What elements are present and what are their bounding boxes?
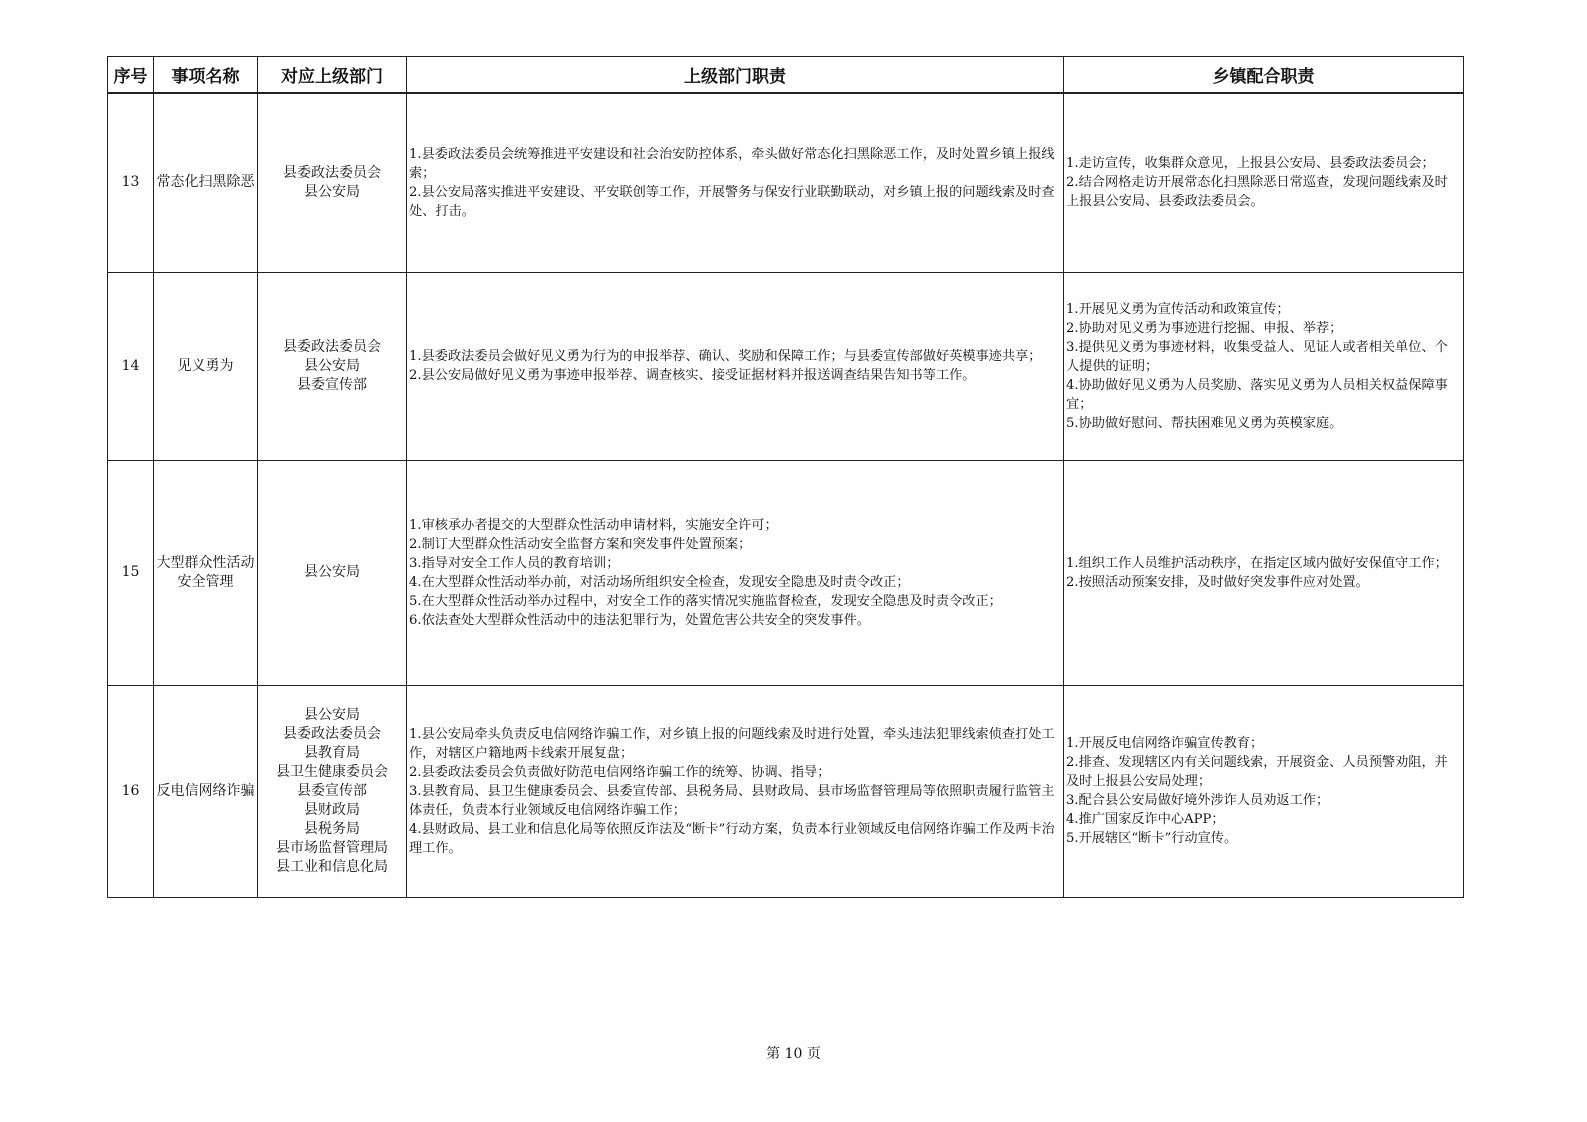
duty-item: 1.走访宣传，收集群众意见，上报县公安局、县委政法委员会； [1066, 156, 1435, 172]
department-name: 县公安局 [304, 183, 360, 200]
department-cell [258, 685, 407, 897]
town-duty-cell [1064, 93, 1464, 272]
table-row [108, 93, 1464, 272]
town-duty-cell [1064, 460, 1464, 685]
page-footer: 第 10 页 [766, 1046, 821, 1062]
department-cell [258, 93, 407, 272]
duty-item: 4.县财政局、县工业和信息化局等依照反诈法及“断卡”行动方案，负责本行业领域反电信网络诈骗工作及两卡治理工作。 [409, 821, 1055, 856]
town-duty-cell [1064, 685, 1464, 897]
department-name: 县公安局 [304, 706, 360, 723]
duty-item: 3.提供见义勇为事迹材料，收集受益人、见证人或者相关单位、个人提供的证明； [1066, 339, 1448, 374]
upper-duty-cell [407, 460, 1064, 685]
department-name: 县教育局 [304, 744, 360, 761]
duty-item: 2.制订大型群众性活动安全监督方案和突发事件处置预案； [409, 536, 752, 552]
item-name: 反电信网络诈骗 [154, 685, 258, 897]
duty-item: 2.按照活动预案安排，及时做好突发事件应对处置。 [1066, 574, 1369, 590]
upper-duty-cell [407, 93, 1064, 272]
responsibility-table [107, 56, 1464, 898]
row-number: 16 [108, 685, 154, 897]
row-number: 13 [108, 93, 154, 272]
duty-item: 1.县委政法委员会统筹推进平安建设和社会治安防控体系，牵头做好常态化扫黑除恶工作，及时处置乡镇上报线索； [409, 146, 1055, 181]
table-row [108, 685, 1464, 897]
table-row [108, 272, 1464, 460]
row-number: 14 [108, 272, 154, 460]
duty-item: 5.在大型群众性活动举办过程中，对安全工作的落实情况实施监督检查，发现安全隐患及时责令改正； [409, 593, 1002, 609]
department-name: 县委政法委员会 [283, 338, 381, 355]
duty-item: 2.县委政法委员会负责做好防范电信网络诈骗工作的统筹、协调、指导； [409, 764, 831, 780]
department-name: 县委宣传部 [297, 376, 367, 393]
table-row [108, 460, 1464, 685]
department-name: 县委政法委员会 [283, 164, 381, 181]
upper-duty-cell [407, 685, 1064, 897]
header-dept: 对应上级部门 [258, 57, 407, 94]
department-cell [258, 460, 407, 685]
duty-item: 3.配合县公安局做好境外涉诈人员劝返工作； [1066, 793, 1330, 808]
duty-item: 1.开展见义勇为宣传活动和政策宣传； [1066, 301, 1290, 317]
header-upper: 上级部门职责 [407, 57, 1064, 94]
duty-item: 1.组织工作人员维护活动秩序，在指定区域内做好安保值守工作； [1066, 555, 1448, 571]
duty-item: 3.县教育局、县卫生健康委员会、县委宣传部、县税务局、县财政局、县市场监督管理局等依照职责履行监管主体责任，负责本行业领域反电信网络诈骗工作； [409, 783, 1055, 818]
duty-item: 2.县公安局落实推进平安建设、平安联创等工作，开展警务与保安行业联勤联动，对乡镇上报的问题线索及时查处、打击。 [409, 184, 1055, 219]
department-name: 县财政局 [304, 801, 360, 818]
duty-item: 6.依法查处大型群众性活动中的违法犯罪行为，处置危害公共安全的突发事件。 [409, 612, 870, 628]
duty-item: 4.推广国家反诈中心APP； [1066, 812, 1225, 827]
duty-item: 2.协助对见义勇为事迹进行挖掘、申报、举荐； [1066, 320, 1343, 336]
header-name: 事项名称 [154, 57, 258, 94]
department-name: 县公安局 [304, 357, 360, 374]
item-name: 常态化扫黑除恶 [154, 93, 258, 272]
duty-item: 2.县公安局做好见义勇为事迹申报举荐、调查核实、接受证据材料并报送调查结果告知书等工作。 [409, 368, 976, 383]
department-name: 县公安局 [304, 564, 360, 580]
item-name: 大型群众性活动安全管理 [154, 460, 258, 685]
upper-duty-cell [407, 272, 1064, 460]
department-name: 县税务局 [304, 820, 360, 837]
header-row [108, 57, 1464, 94]
department-cell [258, 272, 407, 460]
department-name: 县工业和信息化局 [276, 858, 388, 875]
department-name: 县卫生健康委员会 [276, 763, 388, 780]
duty-item: 1.开展反电信网络诈骗宣传教育； [1066, 736, 1264, 751]
duty-item: 4.协助做好见义勇为人员奖励、落实见义勇为人员相关权益保障事宜； [1066, 377, 1448, 412]
duty-item: 5.协助做好慰问、帮扶困难见义勇为英模家庭。 [1066, 415, 1343, 431]
duty-item: 1.县委政法委员会做好见义勇为行为的申报举荐、确认、奖励和保障工作；与县委宣传部做好英模事迹共享； [409, 349, 1042, 364]
table-body [108, 93, 1464, 897]
department-name: 县委政法委员会 [283, 725, 381, 742]
duty-item: 2.结合网格走访开展常态化扫黑除恶日常巡查，发现问题线索及时上报县公安局、县委政法委员会。 [1066, 175, 1448, 210]
row-number: 15 [108, 460, 154, 685]
header-town: 乡镇配合职责 [1064, 57, 1464, 94]
item-name: 见义勇为 [154, 272, 258, 460]
duty-item: 3.指导对安全工作人员的教育培训； [409, 555, 620, 571]
header-no: 序号 [108, 57, 154, 94]
duty-item: 4.在大型群众性活动举办前，对活动场所组织安全检查，发现安全隐患及时责令改正； [409, 574, 910, 590]
duty-item: 2.排查、发现辖区内有关问题线索，开展资金、人员预警劝阻，并及时上报县公安局处理； [1066, 755, 1448, 789]
department-name: 县市场监督管理局 [276, 839, 388, 856]
duty-item: 5.开展辖区“断卡”行动宣传。 [1066, 831, 1238, 846]
duty-item: 1.县公安局牵头负责反电信网络诈骗工作，对乡镇上报的问题线索及时进行处置，牵头违法犯罪线索侦查打处工作，对辖区户籍地两卡线索开展复盘； [409, 726, 1055, 761]
department-name: 县委宣传部 [297, 782, 367, 799]
duty-item: 1.审核承办者提交的大型群众性活动申请材料，实施安全许可； [409, 517, 778, 533]
town-duty-cell [1064, 272, 1464, 460]
